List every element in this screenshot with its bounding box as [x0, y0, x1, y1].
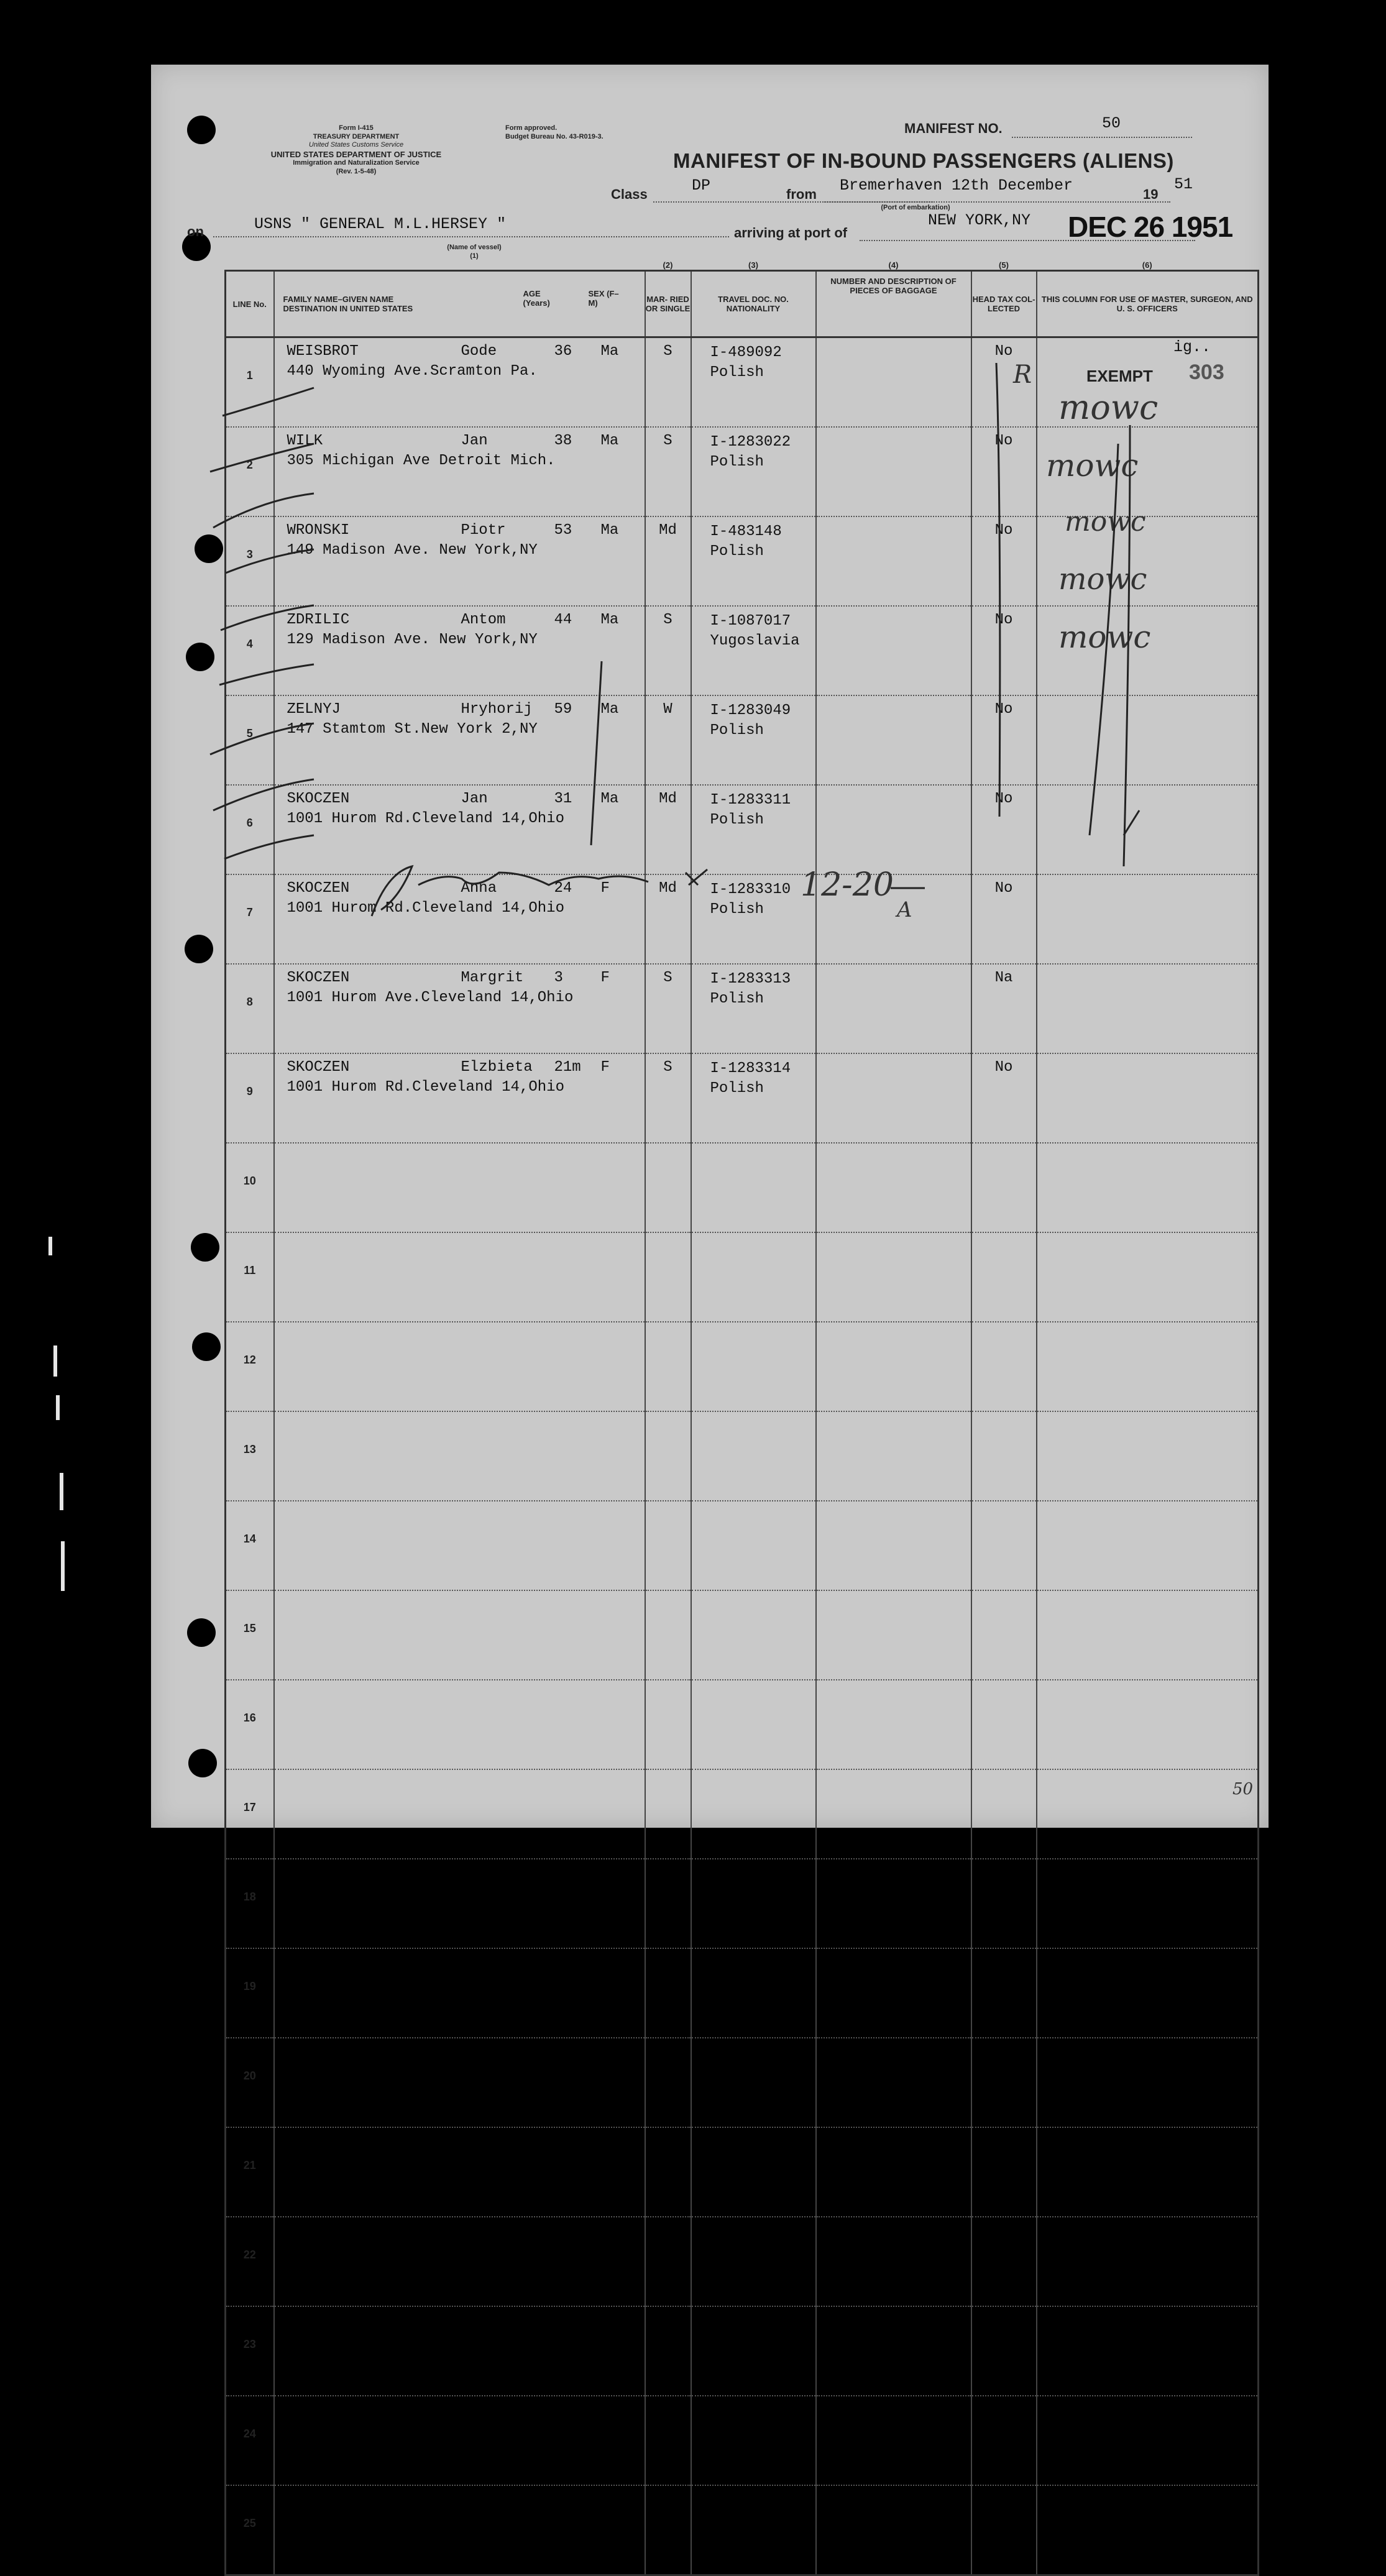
given-name: Elzbieta — [461, 1059, 533, 1076]
given-name: Antom — [461, 612, 506, 628]
marital-status — [645, 2306, 691, 2396]
marital-status: S — [645, 337, 691, 428]
baggage-cell — [816, 2306, 971, 2396]
edge-speck — [60, 1473, 63, 1510]
travel-doc-cell — [691, 1859, 816, 1948]
age: 59 — [554, 701, 572, 718]
age: 21m — [554, 1059, 581, 1076]
line-number: 2 — [226, 427, 274, 516]
head-tax: No — [971, 337, 1037, 428]
line-number: 16 — [226, 1680, 274, 1769]
line-number: 24 — [226, 2396, 274, 2485]
embarkation-caption: (Port of embarkation) — [881, 204, 950, 211]
line-number: 25 — [226, 2485, 274, 2575]
col-3-number: (3) — [748, 260, 758, 270]
surname: ZELNYJ — [287, 701, 341, 718]
head-tax: Na — [971, 964, 1037, 1053]
line-number: 12 — [226, 1322, 274, 1411]
baggage-cell — [816, 2485, 971, 2575]
signature-date: 12-20 — [801, 866, 894, 904]
officers-cell — [1037, 2127, 1259, 2217]
surname: ZDRILIC — [287, 612, 350, 628]
travel-doc-no: I-1283310 — [710, 881, 791, 898]
sex: Ma — [600, 522, 619, 539]
age: 3 — [554, 969, 563, 986]
baggage-cell — [816, 1859, 971, 1948]
arriving-label: arriving at port of — [734, 225, 848, 241]
travel-doc-no: I-1087017 — [710, 613, 791, 630]
travel-doc-cell — [691, 2127, 816, 2217]
head-tax — [971, 2127, 1037, 2217]
sex: Ma — [600, 433, 619, 449]
line-number: 4 — [226, 606, 274, 695]
head-tax — [971, 2038, 1037, 2127]
mowc-initial-3: mowc — [1065, 506, 1146, 538]
manifest-title: MANIFEST OF IN-BOUND PASSENGERS (ALIENS) — [673, 149, 1174, 172]
mowc-initial-2: mowc — [1046, 447, 1139, 484]
nationality: Polish — [710, 991, 764, 1007]
manifest-no-label: MANIFEST NO. — [904, 121, 1003, 136]
head-tax: No — [971, 516, 1037, 606]
travel-doc-no: I-483148 — [710, 523, 782, 540]
head-tax: No — [971, 606, 1037, 695]
col-line: LINE No. — [226, 271, 274, 337]
travel-doc-no: I-1283311 — [710, 792, 791, 809]
row-tick-8 — [213, 779, 314, 810]
col-age-label: AGE (Years) — [523, 289, 550, 308]
age: 38 — [554, 433, 572, 449]
vessel-col-number: (1) — [470, 252, 479, 260]
head-tax — [971, 2396, 1037, 2485]
class-value: DP — [692, 176, 711, 195]
sex: F — [600, 1059, 610, 1076]
travel-doc-cell — [691, 2485, 816, 2575]
officers-cell — [1037, 2485, 1259, 2575]
travel-doc-cell — [691, 2306, 816, 2396]
line-number: 17 — [226, 1769, 274, 1859]
name-cell — [274, 1859, 645, 1948]
head-tax: No — [971, 695, 1037, 785]
officers-cell — [1037, 1859, 1259, 1948]
row-tick-1 — [223, 388, 314, 416]
col-officers-label: THIS COLUMN FOR USE OF MASTER, SURGEON, AND U. S. OFFICERS — [1041, 295, 1253, 313]
baggage-cell — [816, 2396, 971, 2485]
line-number: 9 — [226, 1053, 274, 1143]
marital-status: S — [645, 606, 691, 695]
surname: WRONSKI — [287, 522, 350, 539]
mowc-initial-4: mowc — [1058, 562, 1147, 597]
from-label: from — [786, 186, 817, 202]
form-number: Form I-415 — [339, 124, 374, 132]
vessel-caption: (Name of vessel) — [447, 244, 502, 251]
travel-doc-no: I-1283049 — [710, 702, 791, 719]
travel-doc-no: I-1283022 — [710, 434, 791, 451]
travel-doc-no: I-1283314 — [710, 1060, 791, 1077]
name-cell — [274, 2217, 645, 2306]
exempt-number: 303 — [1189, 360, 1224, 384]
date-stamp: DEC 26 1951 — [1068, 211, 1233, 243]
travel-doc-cell — [691, 2396, 816, 2485]
marital-status — [645, 2038, 691, 2127]
table-row — [226, 1859, 1259, 1948]
table-row — [226, 2038, 1259, 2127]
ditto-line-tax — [996, 363, 1000, 817]
form-approved: Form approved. — [505, 124, 558, 132]
age: 36 — [554, 343, 572, 360]
travel-doc-no: I-1283313 — [710, 971, 791, 988]
baggage-cell — [816, 1948, 971, 2038]
edge-speck — [48, 1237, 52, 1255]
name-cell — [274, 2396, 645, 2485]
line-number: 15 — [226, 1590, 274, 1680]
surname: WEISBROT — [287, 343, 359, 360]
marital-status — [645, 2127, 691, 2217]
mowc-initial-1: mowc — [1058, 388, 1159, 427]
treasury-dept: TREASURY DEPARTMENT — [313, 133, 400, 140]
line-number: 22 — [226, 2217, 274, 2306]
given-name: Jan — [461, 433, 488, 449]
sex: Ma — [600, 791, 619, 807]
ig-note: ig.. — [1173, 338, 1211, 356]
col-2-number: (2) — [663, 260, 673, 270]
col-married-label: MAR- RIED OR SINGLE — [645, 295, 691, 313]
pen-marks — [151, 65, 1269, 1828]
name-cell — [274, 1948, 645, 2038]
line-number: 1 — [226, 337, 274, 428]
line-number: 6 — [226, 785, 274, 874]
travel-doc-cell — [691, 1948, 816, 2038]
manifest-no-value: 50 — [1102, 114, 1121, 132]
line-number: 23 — [226, 2306, 274, 2396]
destination-address: 149 Madison Ave. New York,NY — [287, 542, 538, 559]
signature-scrawl — [372, 866, 707, 916]
marital-status: S — [645, 1053, 691, 1143]
nationality: Polish — [710, 812, 764, 828]
vessel-prefix: on — [187, 224, 204, 239]
ditto-line-sex — [591, 661, 602, 845]
manifest-sheet — [151, 65, 1269, 2529]
head-tax — [971, 2217, 1037, 2306]
officers-cell — [1037, 2217, 1259, 2306]
head-tax: No — [971, 874, 1037, 964]
age: 53 — [554, 522, 572, 539]
given-name: Margrit — [461, 969, 524, 986]
head-tax — [971, 1948, 1037, 2038]
exempt-stamp: EXEMPT — [1086, 367, 1153, 385]
class-label: Class — [611, 186, 648, 202]
col-travel-label: TRAVEL DOC. NO. NATIONALITY — [718, 295, 789, 313]
row-tick-9 — [224, 835, 314, 859]
nationality: Polish — [710, 543, 764, 560]
given-name: Hryhorij — [461, 701, 533, 718]
year-value: 51 — [1174, 175, 1193, 193]
name-cell — [274, 2306, 645, 2396]
sex: Ma — [600, 701, 619, 718]
surname: WILK — [287, 433, 323, 449]
travel-doc-cell — [691, 2217, 816, 2306]
destination-address: 1001 Hurom Rd.Cleveland 14,Ohio — [287, 900, 564, 917]
year-prefix: 19 — [1143, 186, 1159, 202]
marital-status: W — [645, 695, 691, 785]
baggage-cell — [816, 2038, 971, 2127]
name-cell — [274, 2127, 645, 2217]
marital-status: Md — [645, 516, 691, 606]
row-tick-5 — [221, 605, 314, 630]
mowc-initial-5: mowc — [1058, 619, 1151, 655]
head-tax — [971, 1859, 1037, 1948]
line-number: 21 — [226, 2127, 274, 2217]
head-tax: No — [971, 1053, 1037, 1143]
table-row — [226, 2396, 1259, 2485]
officers-cell — [1037, 2038, 1259, 2127]
row-tick-7 — [210, 723, 314, 754]
sex: F — [600, 880, 610, 897]
justice-dept: UNITED STATES DEPARTMENT OF JUSTICE — [270, 150, 442, 159]
given-name: Gode — [461, 343, 497, 360]
col-baggage-label: NUMBER AND DESCRIPTION OF PIECES OF BAGGAGE — [830, 277, 957, 295]
marital-status: Md — [645, 785, 691, 874]
marital-status — [645, 2485, 691, 2575]
head-tax: No — [971, 427, 1037, 516]
table-row — [226, 2306, 1259, 2396]
given-name: Jan — [461, 791, 488, 807]
officers-cell — [1037, 1948, 1259, 2038]
officers-cell — [1037, 2306, 1259, 2396]
age: 31 — [554, 791, 572, 807]
surname: SKOCZEN — [287, 791, 350, 807]
surname: SKOCZEN — [287, 969, 350, 986]
name-cell — [274, 2485, 645, 2575]
baggage-cell — [816, 2127, 971, 2217]
marital-status: S — [645, 964, 691, 1053]
col-4-number: (4) — [888, 260, 899, 270]
line-number: 18 — [226, 1859, 274, 1948]
vessel-name: USNS " GENERAL M.L.HERSEY " — [254, 215, 507, 233]
from-value: Bremerhaven 12th December — [840, 176, 1073, 195]
col-5-number: (5) — [999, 260, 1009, 270]
signature-sub: A — [897, 897, 912, 922]
row-tick-2 — [210, 444, 314, 472]
line-number: 7 — [226, 874, 274, 964]
marital-status — [645, 2396, 691, 2485]
destination-address: 305 Michigan Ave Detroit Mich. — [287, 452, 556, 469]
destination-address: 440 Wyoming Ave.Scramton Pa. — [287, 363, 538, 380]
col-sex-label: SEX (F–M) — [588, 289, 619, 308]
nationality: Polish — [710, 454, 764, 470]
line-number: 10 — [226, 1143, 274, 1232]
table-row — [226, 2485, 1259, 2575]
age: 24 — [554, 880, 572, 897]
line-number: 19 — [226, 1948, 274, 2038]
destination-address: 1001 Hurom Rd.Cleveland 14,Ohio — [287, 810, 564, 827]
ditto-line-officers-3 — [1124, 810, 1139, 835]
table-row — [226, 2127, 1259, 2217]
name-cell — [274, 2038, 645, 2127]
edge-speck — [61, 1541, 65, 1591]
travel-doc-no: I-489092 — [710, 344, 782, 361]
row-tick-6 — [219, 664, 314, 685]
line-number: 3 — [226, 516, 274, 606]
line-number: 5 — [226, 695, 274, 785]
age: 44 — [554, 612, 572, 628]
col-6-number: (6) — [1142, 260, 1152, 270]
destination-address: 1001 Hurom Rd.Cleveland 14,Ohio — [287, 1079, 564, 1096]
budget-bureau: Budget Bureau No. 43-R019-3. — [505, 133, 604, 140]
marital-status: Md — [645, 874, 691, 964]
given-name: Anna — [461, 880, 497, 897]
marital-status — [645, 1859, 691, 1948]
col-name-label: FAMILY NAME–GIVEN NAME DESTINATION IN UNITED STATES — [283, 295, 413, 313]
revision: (Rev. 1-5-48) — [336, 168, 377, 175]
nationality: Yugoslavia — [710, 633, 800, 649]
col-tax-label: HEAD TAX COL- LECTED — [972, 295, 1035, 313]
line-number: 14 — [226, 1501, 274, 1590]
given-name: Piotr — [461, 522, 506, 539]
row-tick-4 — [226, 549, 314, 573]
port-value: NEW YORK,NY — [928, 211, 1031, 229]
marital-status — [645, 2217, 691, 2306]
edge-speck — [56, 1395, 60, 1420]
line-number: 20 — [226, 2038, 274, 2127]
table-row — [226, 1948, 1259, 2038]
table-row — [226, 2217, 1259, 2306]
ins-service: Immigration and Naturalization Service — [293, 159, 420, 167]
nationality: Polish — [710, 1080, 764, 1097]
nationality: Polish — [710, 364, 764, 381]
destination-address: 147 Stamtom St.New York 2,NY — [287, 721, 538, 738]
head-tax — [971, 2485, 1037, 2575]
officers-cell — [1037, 2396, 1259, 2485]
surname: SKOCZEN — [287, 880, 350, 897]
corner-mark: 50 — [1232, 1780, 1254, 1799]
destination-address: 129 Madison Ave. New York,NY — [287, 631, 538, 648]
destination-address: 1001 Hurom Ave.Cleveland 14,Ohio — [287, 989, 574, 1006]
line-number: 13 — [226, 1411, 274, 1501]
ditto-line-officers-1 — [1090, 444, 1118, 835]
row-tick-3 — [213, 493, 314, 528]
nationality: Polish — [710, 901, 764, 918]
line-number: 11 — [226, 1232, 274, 1322]
edge-speck — [53, 1345, 57, 1377]
head-tax — [971, 2306, 1037, 2396]
marital-status — [645, 1948, 691, 2038]
head-tax: No — [971, 785, 1037, 874]
marital-status: S — [645, 427, 691, 516]
customs-service: United States Customs Service — [308, 141, 404, 149]
r-mark: R — [1013, 360, 1032, 389]
travel-doc-cell — [691, 2038, 816, 2127]
sex: F — [600, 969, 610, 986]
ditto-line-officers-2 — [1124, 425, 1130, 866]
nationality: Polish — [710, 722, 764, 739]
sex: Ma — [600, 343, 619, 360]
surname: SKOCZEN — [287, 1059, 350, 1076]
sex: Ma — [600, 612, 619, 628]
baggage-cell — [816, 2217, 971, 2306]
line-number: 8 — [226, 964, 274, 1053]
